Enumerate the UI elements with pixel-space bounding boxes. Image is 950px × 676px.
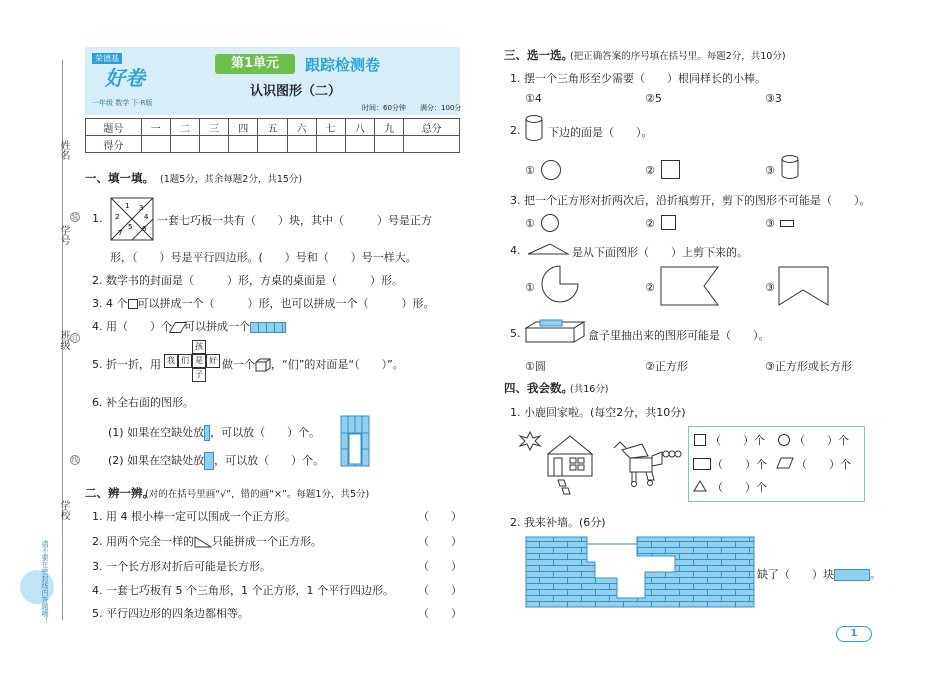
- opt-mark: ③: [765, 217, 775, 230]
- section2-note: (对的在括号里画“√”，错的画“×”。每题1分，共5分): [145, 489, 370, 500]
- unit-badge: 第1单元: [215, 54, 295, 74]
- score-cell[interactable]: [316, 136, 345, 153]
- q3: [92, 295, 435, 311]
- q5-part-a: 5. 折一折，用: [92, 358, 161, 371]
- score-header-cell: 一: [141, 119, 170, 136]
- tangram-label: 5: [128, 223, 133, 231]
- q5-part-c: ，“们”的对面是“（ ）”。: [271, 358, 404, 371]
- score-cell[interactable]: [170, 136, 199, 153]
- small-square-icon: [128, 299, 138, 309]
- net-cell: 们: [178, 354, 192, 368]
- s4-q2-tail-a: 缺了（ ）块: [757, 568, 834, 581]
- page-number: 1: [836, 626, 872, 642]
- square-shape: [661, 160, 680, 179]
- logo: 好卷: [105, 66, 145, 90]
- score-header-cell: 题号: [86, 119, 142, 136]
- count-triangle[interactable]: （ ）个: [712, 481, 767, 494]
- rectangle-count-icon: [693, 458, 711, 470]
- answer-paren[interactable]: （ ）: [418, 607, 462, 620]
- q4-part-a: 4. 用（ ）个: [92, 320, 172, 333]
- count-rectangle[interactable]: （ ）个: [712, 458, 767, 471]
- score-header-cell: 四: [229, 119, 258, 136]
- judge-item-2-a: 2. 用两个完全一样的: [92, 535, 194, 548]
- cube-icon: [255, 358, 271, 372]
- q3-part-b: 可以拼成一个（ ）形，也可以拼成一个（ ）形。: [137, 297, 435, 310]
- s3-q1: 1. 摆一个三角形至少需要（ ）根同样长的小棒。: [510, 72, 766, 85]
- score-row-label: 得分: [86, 136, 142, 153]
- s4-q2-tail-b: 。: [870, 568, 881, 581]
- answer-paren[interactable]: （ ）: [418, 510, 462, 523]
- box-icon: [524, 318, 586, 344]
- net-cell: 孩: [192, 340, 206, 354]
- net-cell: 我: [164, 354, 178, 368]
- school-label: 学校: [58, 500, 69, 520]
- q6-sub1: [108, 424, 320, 441]
- judge-item-4: 4. 一套七巧板有 5 个三角形，1 个正方形，1 个平行四边形。: [92, 584, 394, 597]
- score-header-cell: 二: [170, 119, 199, 136]
- arrow-shape: [660, 266, 720, 306]
- score-cell[interactable]: [375, 136, 404, 153]
- s3-q2-num: 2.: [510, 124, 521, 137]
- section3-note: (把正确答案的序号填在括号里。每题2分，共10分): [570, 51, 786, 62]
- score-cell[interactable]: [200, 136, 229, 153]
- strip-icon: [250, 322, 286, 333]
- opt-mark: ②: [645, 281, 655, 294]
- q1-line1: 一套七巧板一共有（ ）块，其中（ ）号是正方: [157, 214, 432, 227]
- q6-2-part-b: ，可以放（ ）个。: [214, 454, 325, 467]
- net-cell: 好: [206, 354, 220, 368]
- section4-note: (共16分): [570, 384, 609, 395]
- section3-title: 三、选一选。: [504, 48, 573, 62]
- q6-1-part-a: (1) 如果在空缺处放: [108, 426, 205, 439]
- section1-note: (1题5分，其余每题2分，共15分): [160, 174, 303, 185]
- tangram-label: 7: [118, 229, 123, 237]
- section1-title: 一、填一填。: [85, 171, 154, 185]
- count-circle[interactable]: （ ）个: [794, 434, 849, 447]
- score-cell[interactable]: [141, 136, 170, 153]
- s4-q1: 1. 小鹿回家啦。(每空2分，共10分): [510, 406, 686, 419]
- s3-q4-num: 4.: [510, 244, 521, 257]
- exam-type: 跟踪检测卷: [305, 56, 381, 74]
- s3-q2: 下边的面是（ ）。: [548, 126, 653, 139]
- q1-line2: 形，（ ）号是平行四边形。( ）号和（ ）号一样大。: [110, 251, 417, 264]
- tip-text: 请不要在密封线内答题哦！: [41, 540, 49, 624]
- pacman-shape: [540, 262, 580, 308]
- opt-mark: ①: [525, 281, 535, 294]
- count-square[interactable]: （ ）个: [710, 434, 765, 447]
- score-header-cell: 三: [200, 119, 229, 136]
- brick-wall-figure: [525, 536, 755, 608]
- q4: [92, 318, 286, 334]
- judge-item-1: 1. 用 4 根小棒一定可以围成一个正方形。: [92, 510, 296, 523]
- brick-icon: [834, 569, 870, 581]
- score-cell[interactable]: [345, 136, 374, 153]
- brand-badge: 荣德基: [92, 53, 122, 64]
- square-shape: [661, 215, 676, 230]
- section2-title: 二、辨一辨。: [85, 486, 154, 500]
- rectangle-shape: [780, 220, 794, 227]
- score-total: 满分：100分: [420, 104, 462, 112]
- net-cell: 子: [192, 368, 206, 382]
- opt-mark: ②: [645, 217, 655, 230]
- answer-paren[interactable]: （ ）: [418, 560, 462, 573]
- opt-mark: ②: [645, 164, 655, 177]
- tangram-label: 1: [125, 202, 130, 210]
- answer-paren[interactable]: （ ）: [418, 584, 462, 597]
- q5-part-b: 做一个: [222, 358, 255, 371]
- score-cell[interactable]: [258, 136, 287, 153]
- judge-item-2-b: 只能拼成一个正方形。: [212, 535, 322, 548]
- s3-q1-opt2: ②5: [645, 92, 662, 105]
- score-header-cell: 七: [316, 119, 345, 136]
- q1-number: 1.: [92, 212, 103, 225]
- section4-title: 四、我会数。: [504, 381, 573, 395]
- tangram-figure: [110, 197, 154, 241]
- cut-mark-1: 装: [71, 213, 79, 221]
- s3-q5-opt3: ③正方形或长方形: [765, 360, 852, 373]
- triangle-icon: [194, 536, 212, 548]
- score-cell[interactable]: [287, 136, 316, 153]
- opt-mark: ③: [765, 281, 775, 294]
- q3-part-a: 3. 4 个: [92, 297, 128, 310]
- q5-rest: [222, 356, 404, 372]
- s3-q4: 是从下面图形（ ）上剪下来的。: [572, 246, 748, 259]
- time-label: 时间：60分钟: [362, 104, 406, 112]
- tangram-label: 2: [115, 213, 120, 221]
- count-parallelogram[interactable]: （ ）个: [796, 458, 851, 471]
- answer-paren[interactable]: （ ）: [418, 535, 462, 548]
- cylinder-shape: [780, 154, 800, 180]
- score-header-cell: 六: [287, 119, 316, 136]
- cut-mark-3: 线: [71, 456, 79, 464]
- q5: [92, 356, 161, 372]
- score-header-cell: 五: [258, 119, 287, 136]
- square-count-icon: [694, 434, 706, 446]
- cylinder-icon: [524, 114, 544, 142]
- s3-q1-opt1: ①4: [525, 92, 542, 105]
- s4-q2: 2. 我来补墙。(6分): [510, 516, 606, 529]
- triangle-count-icon: [693, 480, 707, 492]
- s4-q2-tail: [757, 566, 881, 582]
- cut-mark-2: 订: [71, 334, 79, 342]
- q6-2-part-a: (2) 如果在空缺处放: [108, 454, 205, 467]
- subtitle: 认识图形（二）: [250, 84, 342, 99]
- score-header-cell: 八: [345, 119, 374, 136]
- judge-item-5: 5. 平行四边形的四条边都相等。: [92, 607, 249, 620]
- tangram-label: 3: [139, 204, 144, 212]
- s3-q3: 3. 把一个正方形对折两次后，沿折痕剪开，剪下的图形不可能是（ ）。: [510, 194, 871, 207]
- incomplete-grid-figure: [340, 415, 370, 467]
- score-cell[interactable]: [229, 136, 258, 153]
- score-cell[interactable]: [404, 136, 460, 153]
- score-table: [85, 118, 460, 153]
- score-header-cell: 总分: [404, 119, 460, 136]
- s3-q5-opt1: ①圆: [525, 360, 546, 373]
- q2: 2. 数学书的封面是（ ）形，方桌的桌面是（ ）形。: [92, 274, 403, 287]
- score-header-cell: 九: [375, 119, 404, 136]
- number-label: 学号: [58, 225, 69, 245]
- judge-item-3: 3. 一个长方形对折后可能是长方形。: [92, 560, 271, 573]
- class-label: 班级: [58, 330, 69, 350]
- opt-mark: ①: [525, 217, 535, 230]
- ribbon-shape: [778, 266, 830, 306]
- opt-mark: ③: [765, 164, 775, 177]
- circle-count-icon: [778, 434, 790, 446]
- s3-q5-opt2: ②正方形: [645, 360, 688, 373]
- net-cell: 是: [192, 354, 206, 368]
- q4-part-b: 可以拼成一个: [184, 320, 250, 333]
- circle-shape: [541, 214, 559, 232]
- q6-sub2: [108, 452, 324, 470]
- grade-info: 一年级 数学 下·R版: [92, 99, 153, 107]
- s3-q5: 盒子里抽出来的图形可能是（ ）。: [588, 329, 770, 342]
- circle-shape: [541, 160, 561, 180]
- q6-1-part-b: ，可以放（ ）个。: [210, 426, 321, 439]
- tangram-label: 6: [142, 225, 147, 233]
- deer-home-picture: [518, 428, 683, 500]
- name-label: 姓名: [58, 140, 69, 160]
- s3-q5-num: 5.: [510, 327, 521, 340]
- s3-q1-opt3: ③3: [765, 92, 782, 105]
- tile-icon: [204, 452, 214, 470]
- judge-item-2: [92, 533, 322, 549]
- q6: 6. 补全右面的图形。: [92, 396, 194, 409]
- parallelogram-count-icon: [776, 457, 794, 469]
- tangram-label: 4: [144, 213, 149, 221]
- triangle-piece-icon: [526, 242, 570, 256]
- opt-mark: ①: [525, 164, 535, 177]
